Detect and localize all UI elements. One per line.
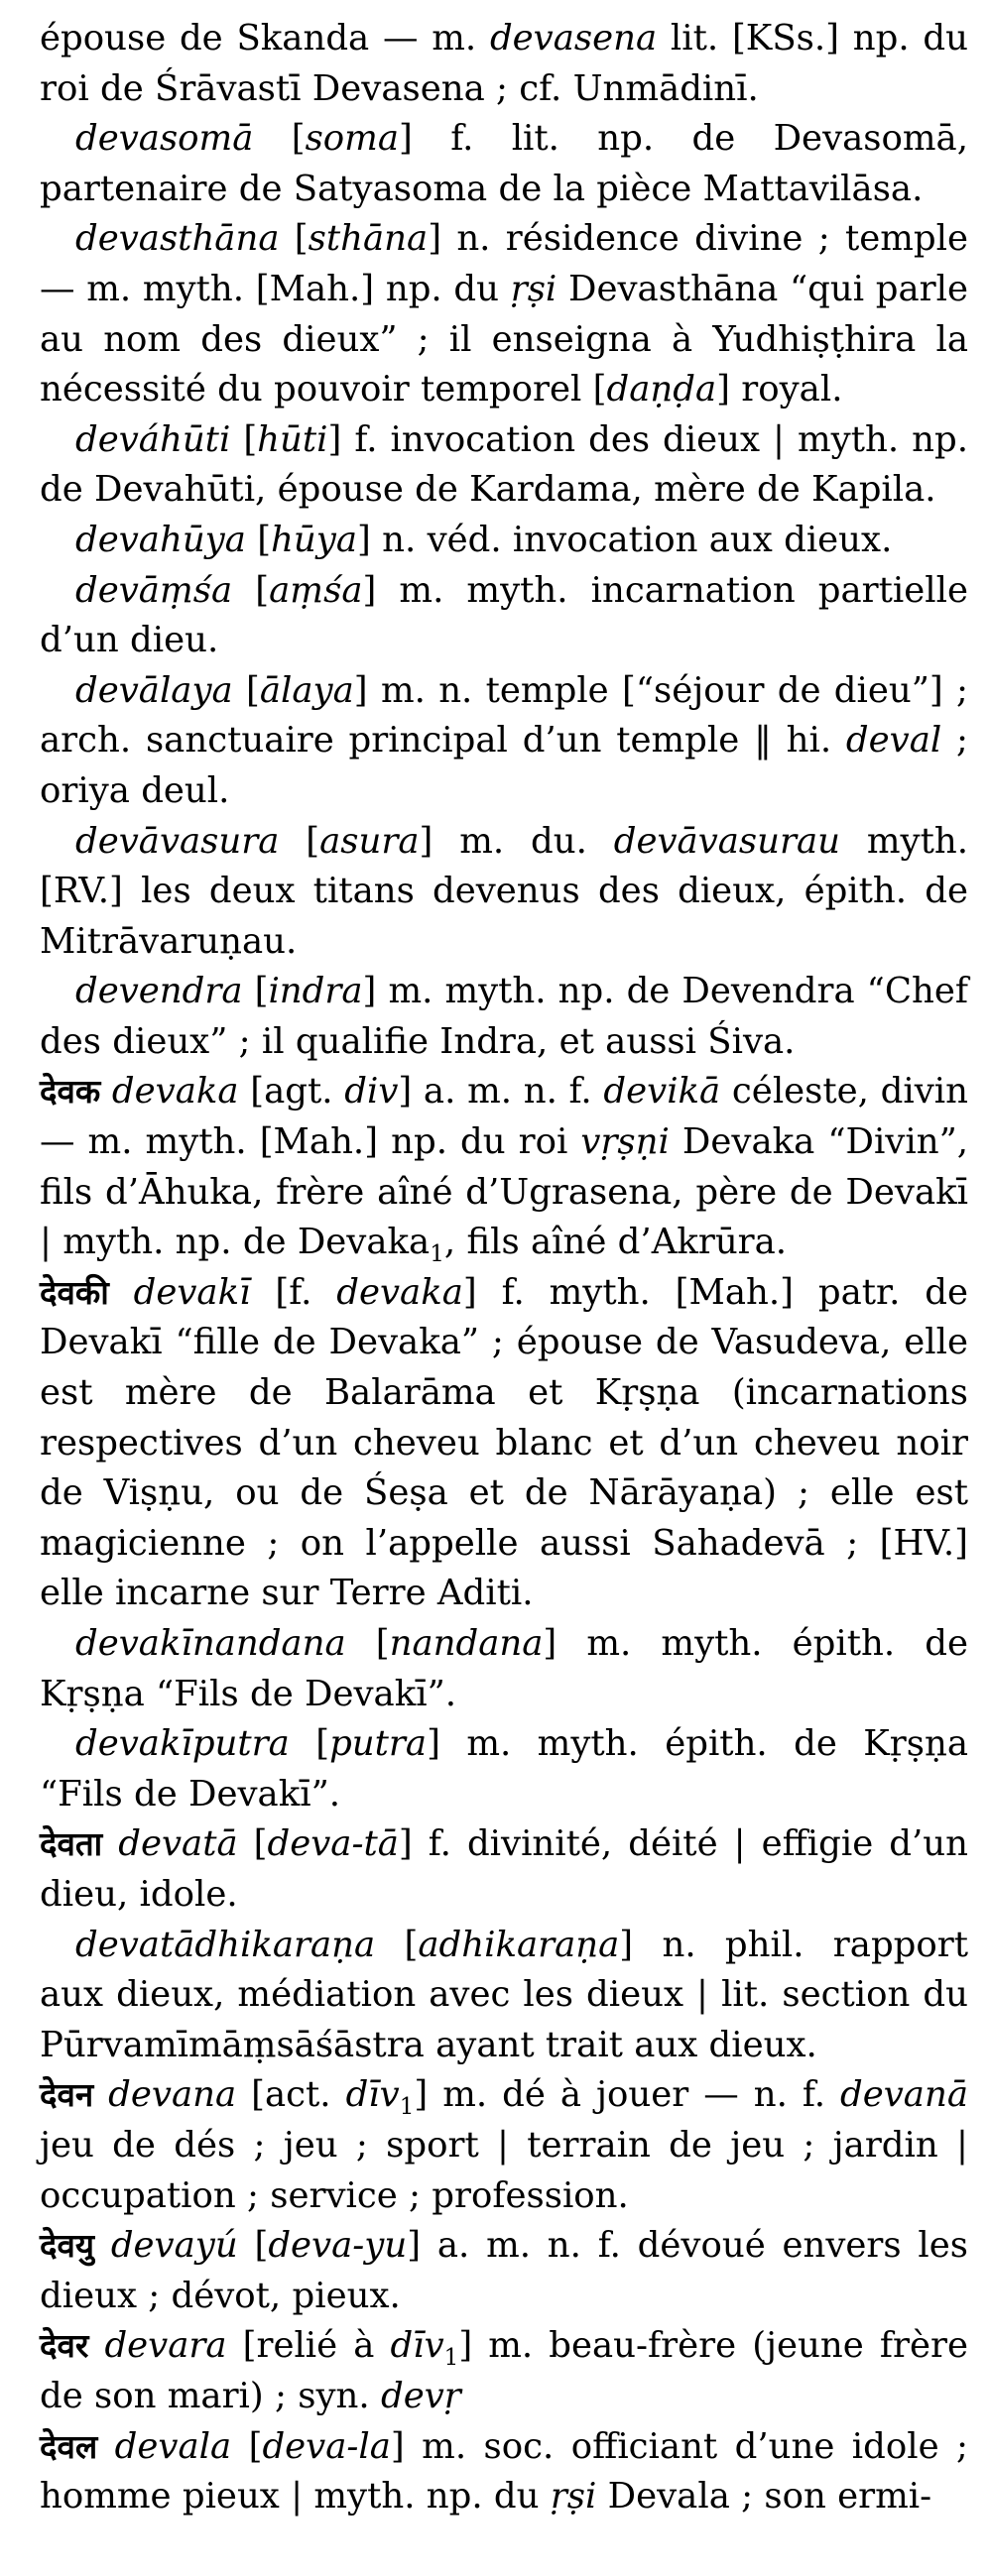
italic-term: devāvasura	[75, 820, 280, 862]
devanagari-headword: देवयु	[40, 2226, 95, 2266]
sub-entry	[40, 516, 968, 566]
italic-term: devala	[114, 2425, 232, 2467]
italic-term: ṛṣi	[550, 2476, 597, 2517]
italic-term: devikā	[603, 1071, 721, 1112]
italic-term: devayú	[110, 2225, 238, 2267]
entry-text	[93, 2074, 108, 2115]
italic-term: devālaya	[75, 669, 233, 711]
entry-text: [	[230, 418, 258, 460]
entry-text: [	[232, 569, 270, 611]
italic-term: devakīnandana	[75, 1623, 346, 1664]
entry-text	[102, 1823, 118, 1864]
italic-term: devakī	[133, 1271, 251, 1313]
italic-term: deváhūti	[75, 418, 231, 460]
italic-term: indra	[268, 971, 363, 1012]
italic-term: dīv	[390, 2325, 444, 2367]
italic-term: devṛ	[381, 2375, 461, 2416]
italic-term: devatā	[118, 1823, 238, 1865]
devanagari-headword: देवकी	[40, 1272, 109, 1312]
entry-text: ] m. myth. incarnation partielle d’un dieu.	[40, 569, 969, 661]
entry-text: ] f. myth. [Mah.] patr. de Devakī “fille de Devaka” ; épouse de Vasudeva, elle est mère de Balarāma et Kṛṣṇa (incarnations respectives d’un cheveu blanc et d’un cheveu noir de Viṣṇu, ou de Śeṣa et de Nārāyaṇa) ; elle est magicienne ; on l’appelle aussi Sahadevā ; [HV.] elle incarne sur Terre Aditi.	[40, 1271, 968, 1614]
entry-text: ] n. véd. invocation aux dieux.	[357, 519, 893, 560]
entry-text: ] f. lit. np. de Devasomā, partenaire de Satyasoma de la pièce Mattavilāsa.	[40, 118, 968, 209]
entry-text: céleste, divin — m. myth. [Mah.] np. du roi	[40, 1071, 969, 1163]
devanagari-headword: देवता	[40, 1824, 103, 1864]
subscript-index: 1	[443, 2345, 459, 2372]
entry-text: ] f. divinité, déité | effigie d’un dieu, idole.	[40, 1823, 968, 1915]
entry-text: ] m. dé à jouer — n. f.	[414, 2074, 840, 2116]
italic-term: deva-tā	[267, 1823, 399, 1865]
entry-text: ] m. myth. épith. de Kṛṣṇa “Fils de Devakī”.	[40, 1623, 968, 1714]
entry-text: [act.	[236, 2074, 346, 2116]
headword-entry	[40, 2321, 968, 2421]
italic-term: devaka	[111, 1071, 239, 1112]
entry-text: [relié à	[226, 2325, 391, 2367]
entry-text	[88, 2325, 104, 2366]
italic-term: vṛṣṇi	[580, 1121, 670, 1163]
italic-term: hūti	[257, 418, 328, 460]
italic-term: ālaya	[259, 669, 354, 711]
sub-entry	[40, 566, 968, 666]
italic-term: devahūya	[75, 519, 246, 560]
italic-term: div	[344, 1071, 399, 1112]
entry-text: ] f. invocation des dieux | myth. np. de Devahūti, épouse de Kardama, mère de Kapila.	[40, 418, 968, 511]
headword-entry	[40, 1268, 968, 1619]
devanagari-headword: देवर	[40, 2326, 89, 2366]
entry-text: ] n. phil. rapport aux dieux, médiation avec les dieux | lit. section du Pūrvamīmāṃsāśāstra ayant trait aux dieux.	[40, 1924, 969, 2065]
entry-text	[94, 2225, 111, 2266]
entry-text: lit. [KSs.] np. du roi de Śrāvastī Devasena ; cf. Unmādinī.	[40, 18, 968, 109]
entry-text: [	[253, 118, 306, 160]
entry-text: ] a. m. n. f.	[398, 1071, 604, 1112]
sub-entry	[40, 666, 968, 817]
entry-text: myth. [RV.] les deux titans devenus des dieux, épith. de Mitrāvaruṇau.	[40, 820, 969, 962]
italic-term: daṇḍa	[606, 369, 717, 410]
italic-term: devakīputra	[75, 1723, 290, 1765]
continued-entry	[40, 14, 968, 114]
sub-entry	[40, 1719, 968, 1819]
italic-term: devāvasurau	[613, 820, 841, 862]
entry-text: [	[245, 519, 272, 560]
sub-entry	[40, 114, 968, 214]
entry-text: [	[279, 820, 320, 862]
entry-text: Devaka “Divin”, fils d’Āhuka, frère aîné d’Ugrasena, père de Devakī | myth. np. de Devaka	[40, 1121, 968, 1263]
italic-term: hūya	[271, 519, 357, 560]
italic-term: deva-yu	[268, 2225, 408, 2267]
italic-term: devara	[104, 2325, 227, 2367]
entry-text	[109, 1272, 134, 1313]
italic-term: aṃśa	[269, 569, 363, 611]
entry-text: [	[279, 218, 309, 260]
entry-text	[100, 1071, 112, 1112]
entry-text: ] m. myth. épith. de Kṛṣṇa “Fils de Devakī”.	[40, 1723, 969, 1815]
subscript-index: 1	[399, 2094, 415, 2121]
entry-text: [	[237, 1823, 268, 1865]
italic-term: devanā	[840, 2074, 968, 2116]
entry-text: ] m. du.	[419, 820, 614, 862]
entry-text: ] royal.	[716, 369, 843, 410]
entry-text: ; oriya deul.	[40, 720, 968, 811]
headword-entry	[40, 2221, 968, 2321]
entry-text: ] m. n. temple [“séjour de dieu”] ; arch. sanctuaire principal d’un temple ‖ hi.	[40, 669, 969, 761]
italic-term: devendra	[75, 971, 243, 1012]
italic-term: devasthāna	[75, 218, 280, 260]
italic-term: devasomā	[75, 118, 254, 160]
italic-term: devaka	[336, 1271, 463, 1313]
italic-term: dīv	[345, 2074, 400, 2116]
italic-term: devasena	[489, 18, 658, 59]
subscript-index: 1	[430, 1241, 444, 1268]
sub-entry	[40, 1619, 968, 1719]
entry-text: Devala ; son ermi-	[596, 2476, 932, 2517]
italic-term: adhikaraṇa	[418, 1924, 620, 1965]
entry-text: ] a. m. n. f. dévoué envers les dieux ; dévot, pieux.	[40, 2225, 968, 2316]
entry-text: ] m. beau-frère (jeune frère de son mari) ; syn.	[40, 2325, 968, 2416]
italic-term: asura	[319, 820, 420, 862]
entry-text: ] m. soc. officiant d’une idole ; homme pieux | myth. np. du	[40, 2425, 968, 2517]
italic-term: devana	[108, 2074, 237, 2116]
italic-term: devāṃśa	[75, 569, 233, 611]
entry-text: épouse de Skanda — m.	[40, 18, 490, 59]
entry-text: [agt.	[238, 1071, 345, 1112]
entry-text: [	[289, 1723, 330, 1765]
entry-text: ] m. myth. np. de Devendra “Chef des dieux” ; il qualifie Indra, et aussi Śiva.	[40, 971, 969, 1062]
italic-term: soma	[305, 118, 399, 160]
italic-term: devatādhikaraṇa	[75, 1924, 376, 1965]
italic-term: ṛṣi	[510, 268, 557, 309]
headword-entry	[40, 2422, 968, 2522]
entry-text: ] n. résidence divine ; temple — m. myth. [Mah.] np. du	[40, 218, 968, 309]
sub-entry	[40, 415, 968, 516]
sub-entry	[40, 1921, 968, 2071]
italic-term: putra	[329, 1723, 428, 1765]
entry-text	[97, 2426, 114, 2467]
sub-entry	[40, 967, 968, 1067]
entry-text: [	[237, 2225, 269, 2267]
entry-text: , fils aîné d’Akrūra.	[443, 1222, 788, 1263]
entry-text: [	[232, 669, 260, 711]
entry-text: jeu de dés ; jeu ; sport | terrain de jeu ; jardin | occupation ; service ; profession.	[40, 2124, 968, 2216]
headword-entry	[40, 1067, 968, 1267]
entry-text: [	[231, 2425, 263, 2467]
italic-term: deval	[845, 720, 942, 761]
headword-entry	[40, 1819, 968, 1920]
entry-text: [	[242, 971, 269, 1012]
entry-text: [f.	[250, 1271, 337, 1313]
devanagari-headword: देवन	[40, 2075, 94, 2115]
entry-text: [	[345, 1623, 390, 1664]
entry-text: [	[375, 1924, 419, 1965]
headword-entry	[40, 2070, 968, 2221]
entry-text: Devasthāna “qui parle au nom des dieux” ; il enseigna à Yudhiṣṭhira la nécessité du pouvoir temporel [	[40, 268, 968, 410]
devanagari-headword: देवल	[40, 2426, 98, 2466]
devanagari-headword: देवक	[40, 1072, 101, 1112]
italic-term: deva-la	[262, 2425, 391, 2467]
sub-entry	[40, 214, 968, 414]
sub-entry	[40, 817, 968, 968]
italic-term: nandana	[389, 1623, 544, 1664]
italic-term: sthāna	[308, 218, 429, 260]
